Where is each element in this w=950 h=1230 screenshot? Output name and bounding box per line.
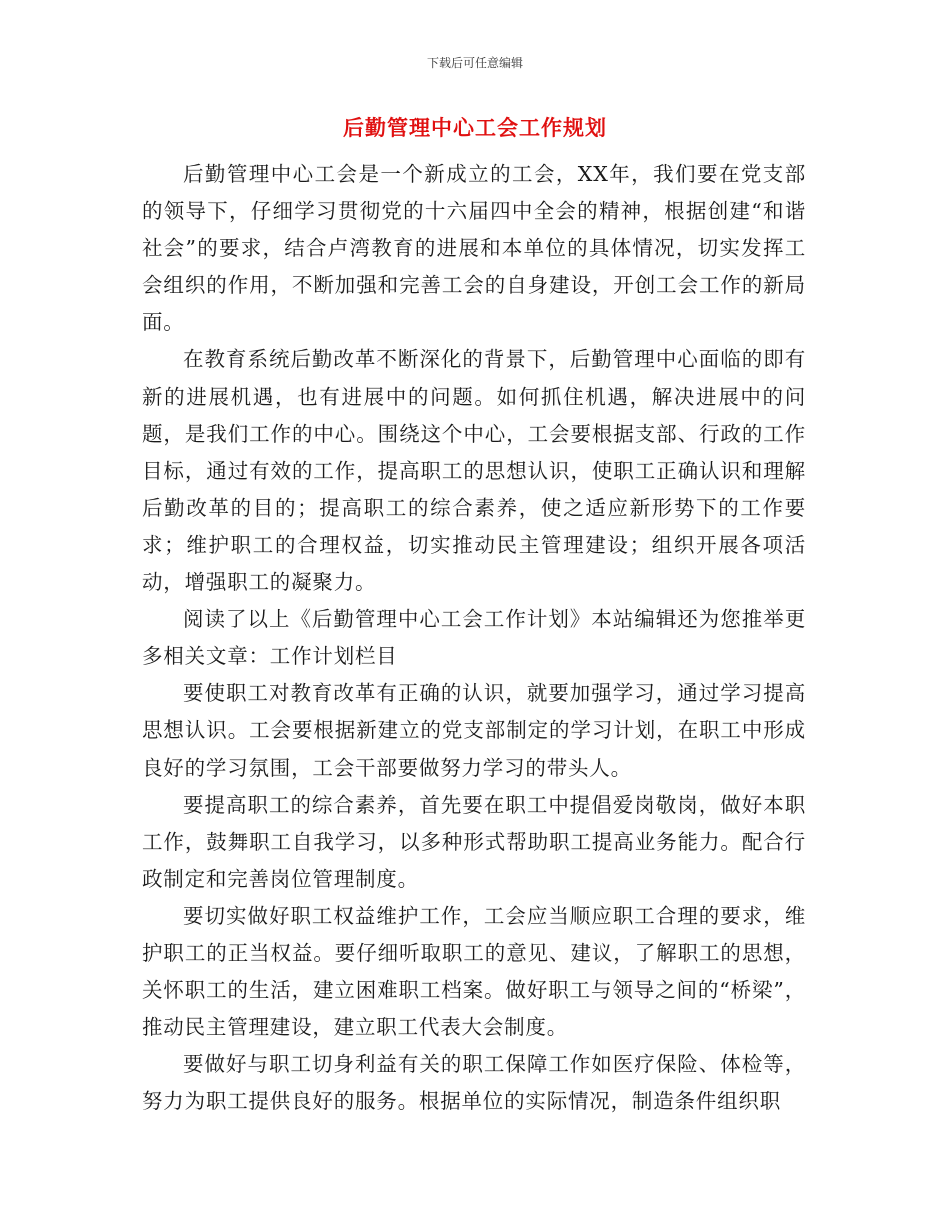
paragraph: 要切实做好职工权益维护工作，工会应当顺应职工合理的要求，维护职工的正当权益。要仔细听取职工的意见、建议，了解职工的思想，关怀职工的生活，建立困难职工档案。做好职工与领导之间的“桥梁”，推动民主管理建设，建立职工代表大会制度。 [142, 903, 806, 1040]
document-title: 后勤管理中心工会工作规划 [343, 116, 607, 140]
paragraph: 要使职工对教育改革有正确的认识，就要加强学习，通过学习提高思想认识。工会要根据新建立的党支部制定的学习计划，在职工中形成良好的学习氛围，工会干部要做努力学习的带头人。 [142, 681, 806, 780]
paragraph: 后勤管理中心工会是一个新成立的工会，XX年，我们要在党支部的领导下，仔细学习贯彻党的十六届四中全会的精神，根据创建“和谐社会”的要求，结合卢湾教育的进展和本单位的具体情况，切实发挥工会组织的作用，不断加强和完善工会的自身建设，开创工会工作的新局面。 [142, 162, 806, 335]
document-body [142, 156, 806, 1120]
paragraph: 在教育系统后勤改革不断深化的背景下，后勤管理中心面临的即有新的进展机遇，也有进展中的问题。如何抓住机遇，解决进展中的问题，是我们工作的中心。围绕这个中心，工会要根据支部、行政的工作目标，通过有效的工作，提高职工的思想认识，使职工正确认识和理解后勤改革的目的；提高职工的综合素养，使之适应新形势下的工作要求；维护职工的合理权益，切实推动民主管理建设；组织开展各项活动，增强职工的凝聚力。 [142, 347, 806, 595]
paragraph: 阅读了以上《后勤管理中心工会工作计划》本站编辑还为您推举更多相关文章：工作计划栏目 [142, 607, 806, 669]
header-note: 下载后可任意编辑 [426, 56, 523, 70]
paragraph: 要做好与职工切身利益有关的职工保障工作如医疗保险、体检等，努力为职工提供良好的服务。根据单位的实际情况，制造条件组织职 [142, 1052, 806, 1114]
paragraph: 要提高职工的综合素养，首先要在职工中提倡爱岗敬岗，做好本职工作，鼓舞职工自我学习，以多种形式帮助职工提高业务能力。配合行政制定和完善岗位管理制度。 [142, 792, 806, 891]
